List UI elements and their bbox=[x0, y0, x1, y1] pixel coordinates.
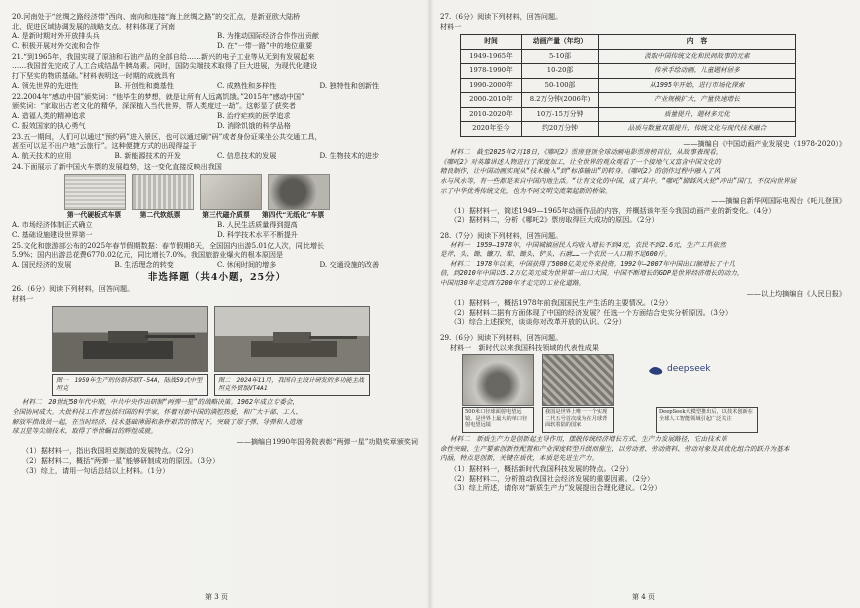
tech-caption: DeepSeek大模型推出后，以技术创新在全球人工智能领域引起广泛关注 bbox=[656, 407, 758, 433]
q24-option-b: B. 人民生活质量得到提高 bbox=[217, 220, 298, 230]
q27-material-2: 《哪吒2》对英雄讲述人物进行了深度加工，让全世界的观众观看了一个接地气又富含中国文化的 bbox=[440, 157, 721, 166]
q22-line: 颁奖词：“家取出古老文化的精华，深深植入当代世界，帮人类度过一劫”。这彰显了获奖者 bbox=[12, 101, 296, 111]
lunar-rover-photo bbox=[542, 354, 614, 406]
q28-subquestion: （1）据材料一，概括1978年前我国国民生产生活的主要情况。（2分） bbox=[450, 298, 673, 308]
q28-source: ——以上均摘编自《人民日报》 bbox=[746, 288, 846, 298]
table-cell: 8.2万分钟(2006年) bbox=[522, 93, 599, 108]
table-cell: 5-10部 bbox=[522, 49, 599, 64]
tank-photos bbox=[52, 306, 422, 372]
table-cell: 品质与数量双重提升，传统文化与现代技术融合 bbox=[599, 122, 796, 137]
ticket-image-2 bbox=[132, 174, 194, 210]
table-cell: 传承手绘动画，儿童题材居多 bbox=[599, 64, 796, 79]
question-22 bbox=[12, 92, 422, 130]
question-20 bbox=[12, 12, 422, 50]
q25-option-d: D. 交通设施的改善 bbox=[319, 259, 380, 269]
q26-material-2: 解放军指战员一起，在当时经济、技术基础薄弱和条件艰苦的情况下，突破了原子弹、导弹和人造地 bbox=[12, 417, 303, 426]
q28-subquestion: （3）综合上述探究，谈谈你对改革开放的认识。（2分） bbox=[450, 317, 626, 327]
ticket-image-1 bbox=[64, 174, 126, 210]
q23-option-a: A. 航天技术的应用 bbox=[12, 150, 72, 160]
q22-option-c: C. 报效国家的执心勇气 bbox=[12, 120, 86, 130]
q23-line: 甚至可以足不出户地“云旅行”。这种便捷方式的出现得益于 bbox=[12, 141, 197, 151]
table-cell: 质量提升，题材多元化 bbox=[599, 107, 796, 122]
table-header: 时间 bbox=[461, 35, 522, 50]
table-cell: 2020年至今 bbox=[461, 122, 522, 137]
q21-option-d: D. 独特性和创新性 bbox=[319, 80, 380, 90]
q22-option-d: D. 消除饥饿的科学品格 bbox=[217, 120, 291, 130]
q27-material-2: 示了中华优秀传统文化，也为不同文明交流架起新的桥梁。 bbox=[440, 186, 612, 195]
question-23 bbox=[12, 132, 422, 161]
q23-options bbox=[12, 151, 422, 161]
q26-subquestion: （3）综上，请用一句话总结以上材料。（1分） bbox=[22, 465, 170, 475]
question-24 bbox=[12, 162, 422, 239]
q27-material-1-label: 材料一 bbox=[440, 21, 462, 31]
tank-caption-2: 图二 2024年11月，我国自主设计研发的多功能主战坦克外贸版VT4A1 bbox=[214, 374, 370, 396]
table-row bbox=[461, 122, 796, 137]
table-row bbox=[461, 93, 796, 108]
q27-material-2: 材料二 截至2025年2月18日，《哪吒2》票房登顶全球动画电影票房榜首位，从故事表现看， bbox=[450, 148, 723, 157]
question-29 bbox=[440, 333, 850, 493]
question-26 bbox=[12, 284, 422, 475]
q24-stem: 24.下面展示了新中国火车票的发展趋势，这一变化直接反映出我国 bbox=[12, 161, 222, 171]
whale-icon bbox=[648, 364, 664, 376]
table-cell: 10-20部 bbox=[522, 64, 599, 79]
q21-option-b: B. 开创性和奠基性 bbox=[114, 80, 174, 90]
q28-material-2: 材料二 1978年以来，中国获得了5000亿美元外来投资。1992年—2007年中国出口额增长了十几 bbox=[450, 259, 736, 268]
table-cell: 1990-2000年 bbox=[461, 78, 522, 93]
q29-material-2: 材料二 新质生产力是创新起主导作用，摆脱传统经济增长方式、生产力发展路径，它由技术革 bbox=[450, 435, 727, 444]
q26-subquestion: （1）据材料一，指出我国坦克制造的发展特点。（2分） bbox=[22, 446, 198, 456]
q29-subquestion: （1）据材料一，概括新时代我国科技发展的特点。（2分） bbox=[450, 463, 633, 473]
q29-material-2: 内涵，特点是创新，关键在质优，本质是先进生产力。 bbox=[440, 454, 599, 463]
table-row bbox=[461, 64, 796, 79]
table-cell: 50-100部 bbox=[522, 78, 599, 93]
ticket-image-4 bbox=[268, 174, 330, 210]
q21-options bbox=[12, 81, 422, 91]
page-right bbox=[440, 12, 850, 493]
question-21 bbox=[12, 52, 422, 90]
q25-option-a: A. 国民经济的发展 bbox=[12, 259, 72, 269]
page-number-right: 第 4 页 bbox=[632, 593, 655, 601]
q27-source-1: ——摘编自《中国动画产业发展史（1978-2020）》 bbox=[683, 138, 846, 148]
table-row bbox=[461, 49, 796, 64]
q23-option-d: D. 生物技术的进步 bbox=[319, 150, 380, 160]
tech-captions bbox=[462, 407, 850, 433]
q27-subquestion: （2）据材料二，分析《哪吒2》票房取得巨大成功的原因。（2分） bbox=[450, 215, 659, 225]
tank-caption-1: 图一 1959年生产的仿制苏联T-54A，陆战59式中型坦克 bbox=[52, 374, 208, 396]
q27-material-2: 精良制作，让中国动画实现从“技术输入”到“标准输出”的转身。《哪吒2》的创作过程中融入了风 bbox=[440, 167, 721, 176]
q26-intro: 26.（6分）阅读下列材料，回答问题。 bbox=[12, 284, 135, 294]
q24-options-row2 bbox=[12, 230, 422, 240]
table-row bbox=[461, 78, 796, 93]
question-27 bbox=[440, 12, 850, 225]
q23-option-b: B. 新能源技术的开发 bbox=[114, 150, 181, 160]
tank-silhouette-icon bbox=[53, 307, 207, 371]
animation-table bbox=[460, 34, 796, 137]
q20-stem-cont: 北、促进区域协调发展的战略支点。材料体现了河南 bbox=[12, 21, 176, 31]
ticket-images bbox=[64, 174, 422, 210]
tank-photo-2024 bbox=[214, 306, 370, 372]
table-cell: 产业规模扩大，产量快速增长 bbox=[599, 93, 796, 108]
q25-line: 5.9%；国内出游总花费6770.02亿元，同比增长7.0%。我国旅游业爆火的根本原因是 bbox=[12, 250, 284, 260]
q20-option-b: B. 为推动国际经济合作作出贡献 bbox=[217, 31, 319, 41]
q20-options bbox=[12, 31, 422, 41]
table-header-row bbox=[461, 35, 796, 50]
q25-option-c: C. 休闲时间的增多 bbox=[217, 259, 277, 269]
q26-material-2: 球卫星等尖端技术，取得了举世瞩目的辉煌成就。 bbox=[12, 427, 158, 436]
q27-material-2: 水与风水等，有一些都是来自中国内地生活。“让有文化的中国，成了其中。“哪吒”脚踩风火轮“冲出”国门，不仅向世界展 bbox=[440, 177, 797, 186]
q26-source: ——摘编自1990年国务院表彰“两弹一星”功勋奖章颁奖词 bbox=[236, 436, 418, 446]
q28-material-1: 是斧、头、锄、镰刀、犁、锄头、铲头、石磨……一个农民一人口粮不足600斤。 bbox=[440, 250, 671, 259]
q29-material-2: 命性突破、生产要素创新性配置和产业深度转型升级而催生，以劳动者、劳动资料、劳动对象及其优化组合的跃升为基本 bbox=[440, 444, 790, 453]
table-cell: 约20万分钟 bbox=[522, 122, 599, 137]
q21-option-a: A. 领先世界的先进性 bbox=[12, 80, 79, 90]
deepseek-logo bbox=[648, 364, 710, 376]
q28-subquestion: （2）据材料二据有方面体现了中国的经济发展？任选一个方面结合史实分析原因。（3分） bbox=[450, 307, 733, 317]
q25-option-b: B. 生活理念的转变 bbox=[114, 259, 174, 269]
table-header: 内 容 bbox=[599, 35, 796, 50]
q20-option-c: C. 积极开展对外交流和合作 bbox=[12, 40, 100, 50]
table-cell: 1949-1965年 bbox=[461, 49, 522, 64]
q26-material-2: 全国协同成大。大批科技工作者包括归国的科学家，怀着对新中国的满腔热爱，和广大干部、工人、 bbox=[12, 407, 303, 416]
q29-intro: 29.（6分）阅读下列材料，回答问题。 bbox=[440, 332, 563, 342]
q25-options bbox=[12, 260, 422, 270]
ticket-labels bbox=[64, 211, 422, 221]
logo-text: deepseek bbox=[667, 364, 711, 375]
tech-caption: 500米口径球面射电望远镜，是世界上最大的单口径射电望远镜 bbox=[462, 407, 534, 433]
telescope-photo bbox=[462, 354, 534, 406]
q27-source-2: ——摘编自新华网国际电视台《吒儿登顶》 bbox=[711, 196, 846, 206]
ticket-image-3 bbox=[200, 174, 262, 210]
table-row bbox=[461, 107, 796, 122]
table-cell: 1978-1990年 bbox=[461, 64, 522, 79]
q27-intro: 27.（6分）阅读下列材料，回答问题。 bbox=[440, 12, 563, 21]
q27-subquestion: （1）据材料一，简述1949—1965年动画作品的内容，并概括该年至今我国动画产业的新变化。（4分） bbox=[450, 205, 776, 215]
q24-options bbox=[12, 220, 422, 230]
question-25 bbox=[12, 241, 422, 270]
q24-option-d: D. 科学技术水平不断提升 bbox=[217, 229, 298, 239]
table-cell: 2010-2020年 bbox=[461, 107, 522, 122]
q28-material-2: 中国用30年走完西方200年才走完的工业化道路。 bbox=[440, 279, 586, 287]
q28-material-2: 倍，到2010年中国以5.2万亿美元成为世界第一出口大国。中国不断增长的GDP是世界经济增长的动力， bbox=[440, 269, 744, 278]
q29-subquestion: （2）据材料二，分析推动我国社会经济发展的重要因素。（2分） bbox=[450, 473, 655, 483]
q22-options-row2 bbox=[12, 121, 422, 131]
table-cell: 汲取中国传统文化和民间故事的元素 bbox=[599, 49, 796, 64]
table-cell: 从1995年开始，进行市场化探索 bbox=[599, 78, 796, 93]
q28-material-1: 材料一 1959—1978年，中国城镇居民人均收入增长不到4元，农民不到2.6元，生产工具依然 bbox=[450, 240, 726, 249]
q21-line: ……我国首先完成了人工合成结晶牛胰岛素。同时，国防尖端技术取得了巨大进展，为现代化建设 bbox=[12, 61, 318, 71]
q22-option-b: B. 治疗疟疾的医学追求 bbox=[217, 110, 291, 120]
q26-subquestion: （2）据材料二，概括“两弹一星”能够研制成功的原因。（3分） bbox=[22, 455, 220, 465]
q21-line: 21.“到1965年，我国实现了原油和石油产品的全部自给……新兴的电子工业等从无到有发展起来 bbox=[12, 51, 315, 61]
q24-option-c: C. 基础设施建设世界第一 bbox=[12, 229, 93, 239]
ticket-label: 第三代磁介质票 bbox=[202, 210, 250, 219]
q22-option-a: A. 造福人类的精神追求 bbox=[12, 110, 86, 120]
q22-line: 22.2004年“感动中国”颁奖词：“他毕生的梦想，就是让所有人远离饥饿。”2015年“感动中国” bbox=[12, 91, 305, 101]
q26-material-1-label: 材料一 bbox=[12, 293, 34, 303]
q29-subquestion: （3）综上所述，请你对“新质生产力”发展提出合理化建议。（2分） bbox=[450, 483, 662, 493]
tank-silhouette-icon bbox=[215, 307, 369, 371]
tech-photos bbox=[462, 354, 850, 406]
q24-option-a: A. 市场经济体制正式确立 bbox=[12, 220, 93, 230]
q23-option-c: C. 信息技术的发展 bbox=[217, 150, 277, 160]
q20-option-a: A. 是新时期对外开放排头兵 bbox=[12, 31, 100, 41]
q26-material-2: 材料二 20世纪50年代中期，中共中央作出研制“两弹一星”的战略决策。1962年成立专委会， bbox=[22, 398, 300, 407]
section-title: 非选择题（共4小题，25分） bbox=[147, 271, 287, 283]
q28-intro: 28.（7分）阅读下列材料，回答问题。 bbox=[440, 231, 563, 241]
q20-stem: 20.河南处于“丝绸之路经济带”西向、南向和连接“海上丝绸之路”的交汇点，是新亚欧大陆桥 bbox=[12, 12, 301, 21]
q25-line: 25.文化和旅游部公布的2025年春节假期数据：春节假期8天，全国国内出游5.01亿人次，同比增长 bbox=[12, 240, 325, 250]
q20-option-d: D. 在“一带一路”中的地位重要 bbox=[217, 40, 313, 50]
question-28 bbox=[440, 231, 850, 327]
table-header: 动画产量（年均） bbox=[522, 35, 599, 50]
ticket-label: 第四代“无纸化”车票 bbox=[262, 210, 325, 219]
q29-material-1: 材料一 新时代以来我国科技领域的代表性成果 bbox=[450, 342, 599, 352]
tech-caption: 我国是世界上唯一一个实现二代五号首次成为在月球背面软着陆的国家 bbox=[542, 407, 614, 433]
table-cell: 10万-15万分钟 bbox=[522, 107, 599, 122]
q21-option-c: C. 成熟性和多样性 bbox=[217, 80, 277, 90]
page-number-left: 第 3 页 bbox=[205, 593, 228, 601]
q20-options-row2 bbox=[12, 41, 422, 51]
q21-line: 打下坚实的物质基础。”材料表明这一时期的成就具有 bbox=[12, 71, 176, 81]
q22-options bbox=[12, 111, 422, 121]
page-left bbox=[12, 12, 422, 475]
table-cell: 2000-2010年 bbox=[461, 93, 522, 108]
ticket-label: 第二代软纸票 bbox=[139, 210, 181, 219]
ticket-label: 第一代硬板式车票 bbox=[66, 210, 122, 219]
tank-photo-1959 bbox=[52, 306, 208, 372]
q23-line: 23.五一期间，人们可以通过“预约码”进入景区，也可以通过刷“码”或者身份证乘坐公共交通工具， bbox=[12, 131, 322, 141]
tank-captions bbox=[52, 374, 422, 396]
